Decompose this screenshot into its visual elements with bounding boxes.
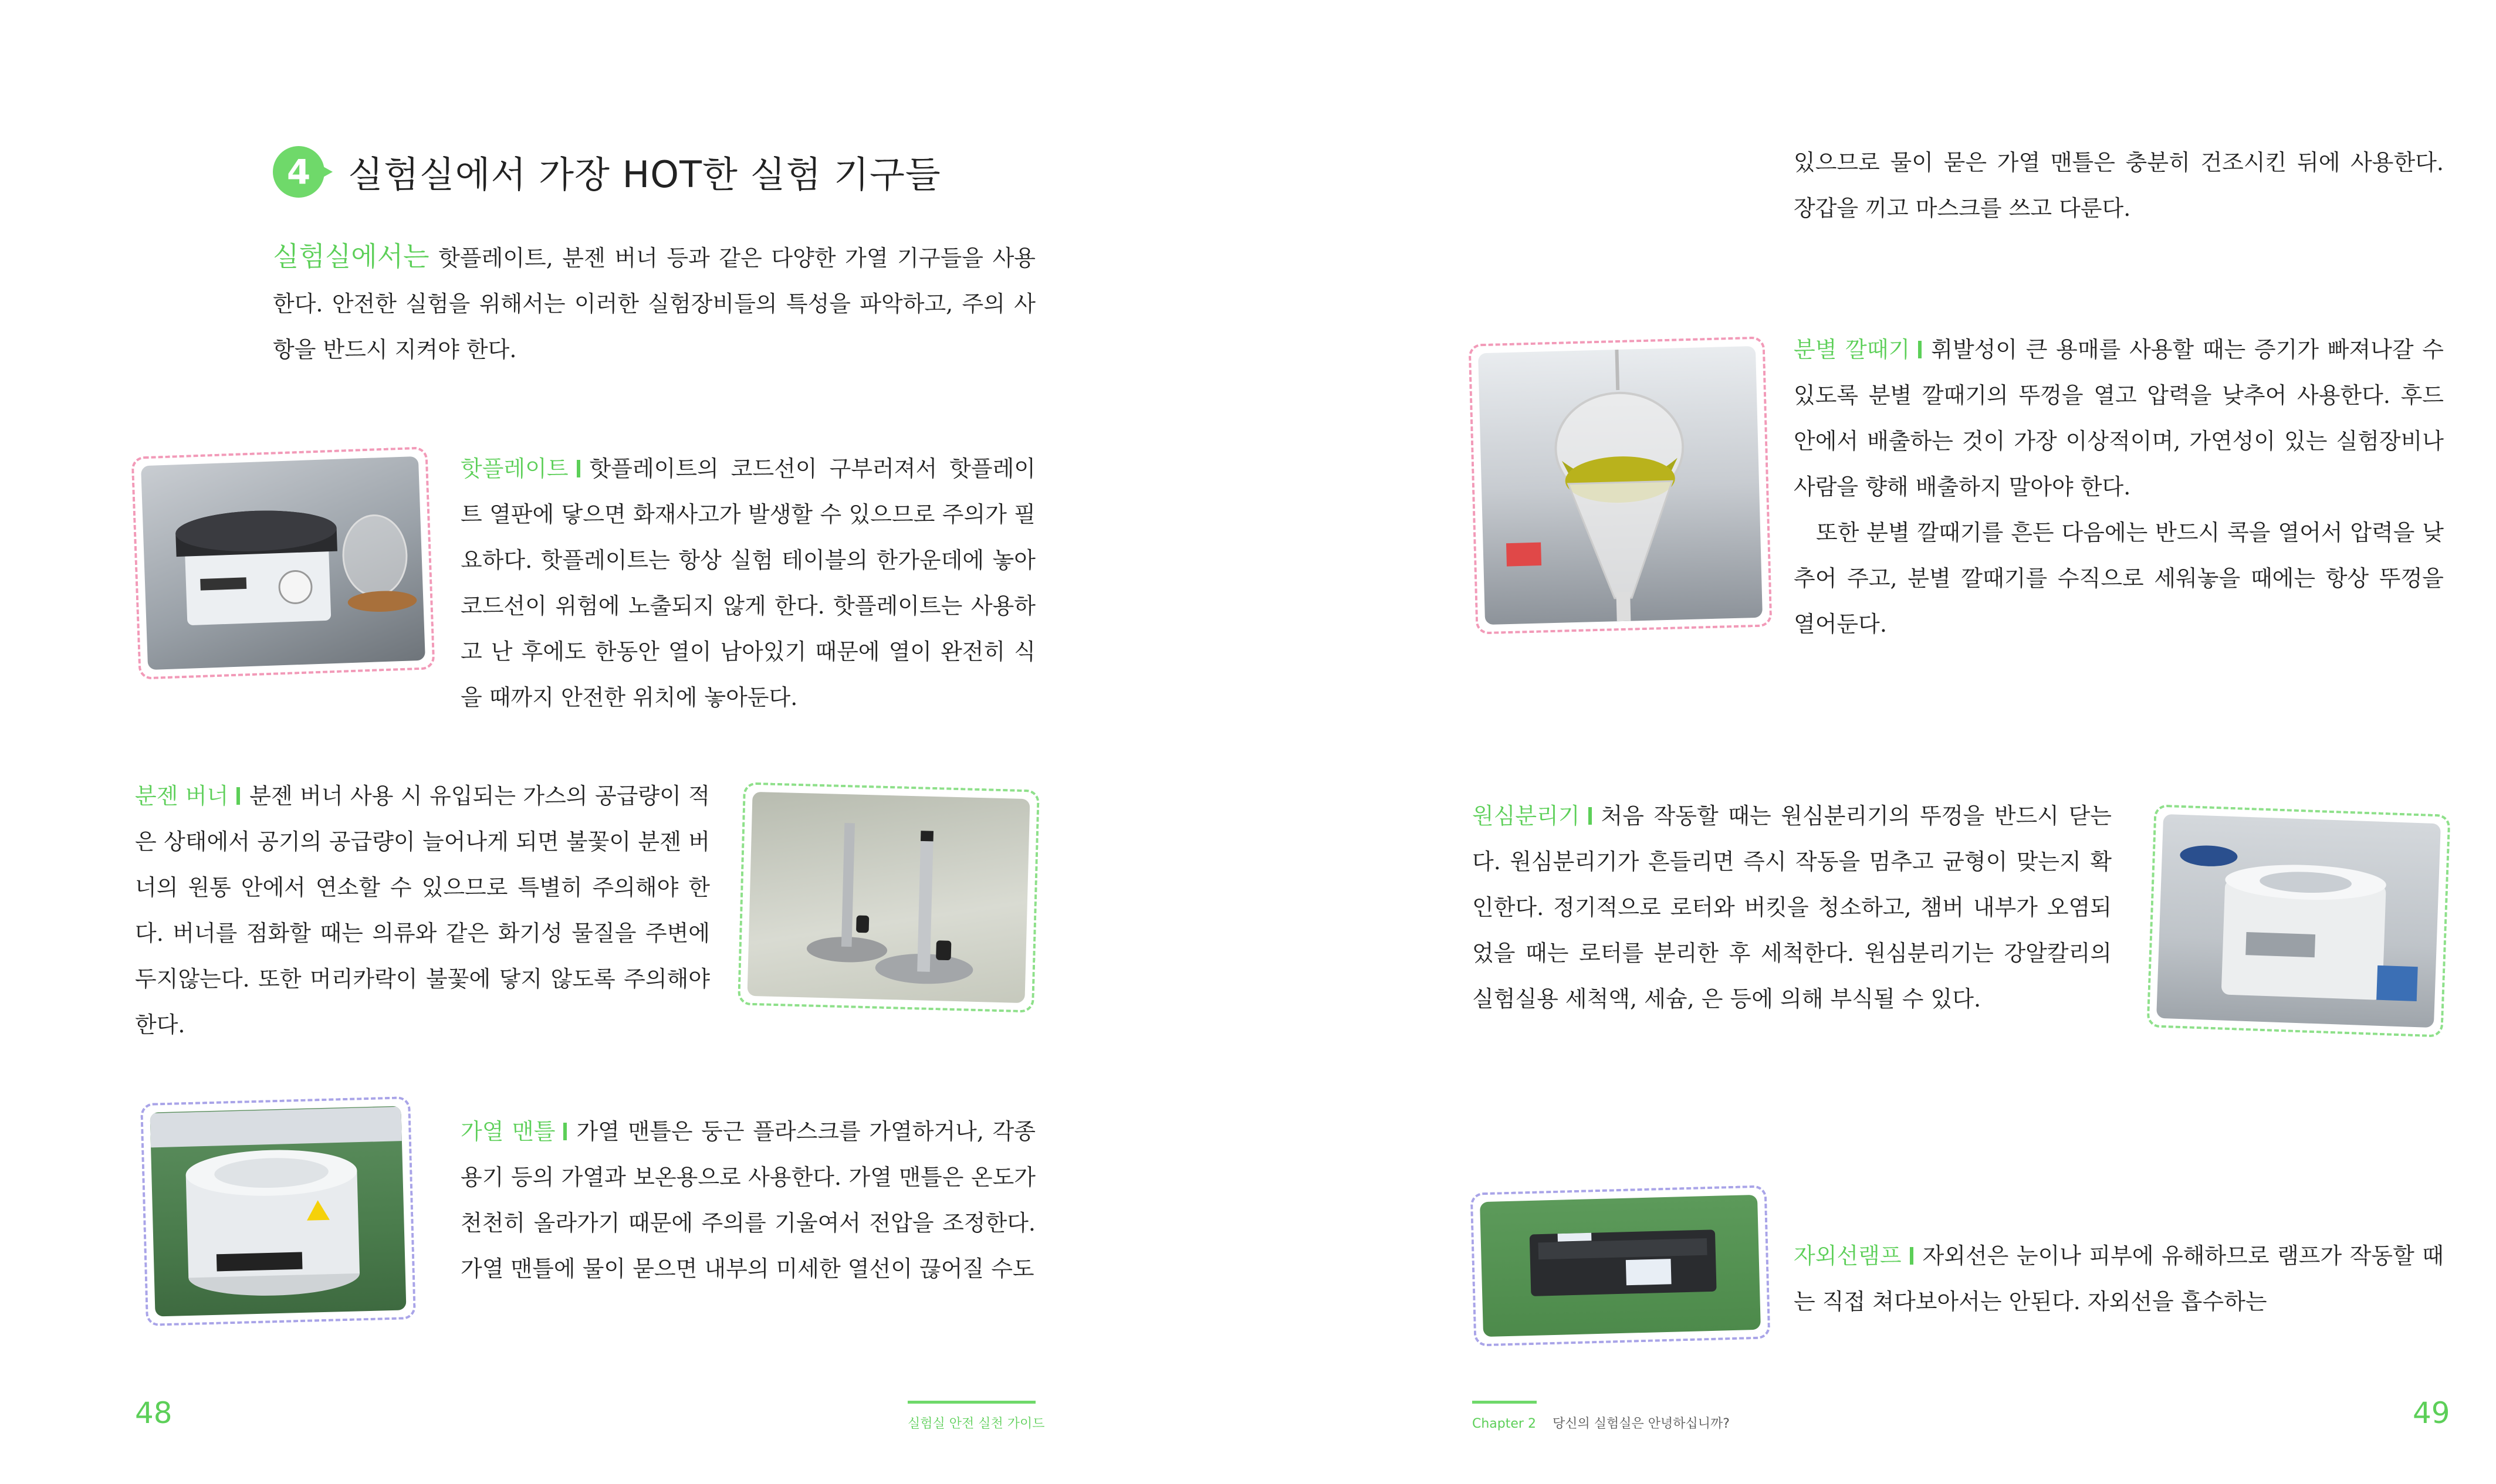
bunsen-text: 분젠 버너 사용 시 유입되는 가스의 공급량이 적은 상태에서 공기의 공급량이 늘어나게 되면 불꽃이 분젠 버너의 원통 안에서 연소할 수 있으므로 특별히 주의해야 한다. 버너를 점화할 때는 의류와 같은 화기성 물질을 주변에 두지않는다. 또한 머리카락이 불꽃에 닿지 않도록 주의해야 한다. — [135, 783, 710, 1038]
hotplate-text: 핫플레이트의 코드선이 구부러져서 핫플레이트 열판에 닿으면 화재사고가 발생할 수 있으므로 주의가 필요하다. 핫플레이트는 항상 실험 테이블의 한가운데에 놓아 코드선이 위험에 노출되지 않게 한다. 핫플레이트는 사용하고 난 후에도 한동안 열이 남아있기 때문에 열이 완전히 식을 때까지 안전한 위치에 놓아둔다. — [461, 456, 1036, 710]
funnel-label: 분별 깔때기 — [1794, 337, 1910, 362]
footer-rule-right — [1472, 1401, 1537, 1404]
section-title — [273, 145, 941, 198]
chapter-label: Chapter 2 — [1472, 1417, 1536, 1431]
page-number-right: 49 — [2413, 1396, 2450, 1430]
separatory-funnel-photo — [1469, 336, 1773, 634]
running-title-left: 실험실 안전 실천 가이드 — [908, 1417, 1045, 1431]
hotplate-illustration — [141, 456, 425, 670]
mantle-paragraph — [461, 1109, 1036, 1292]
centrifuge-paragraph — [1472, 793, 2112, 1022]
bunsen-paragraph — [135, 773, 710, 1048]
centrifuge-text: 처음 작동할 때는 원심분리기의 뚜껑을 반드시 닫는다. 원심분리기가 흔들리면 즉시 작동을 멈추고 균형이 맞는지 확인한다. 정기적으로 로터와 버킷을 청소하고, 챔버 내부가 오염되었을 때는 로터를 분리한 후 세척한다. 원심분리기는 강알칼리의 실험실용 세척액, 세슘, 은 등에 의해 부식될 수 있다. — [1472, 803, 2112, 1012]
bunsen-burner-photo — [738, 782, 1040, 1012]
label-divider — [1910, 1247, 1913, 1265]
heating-mantle-photo — [140, 1096, 416, 1326]
right-page — [1248, 0, 2496, 1484]
label-divider — [1588, 807, 1592, 825]
label-divider — [563, 1123, 567, 1140]
bunsen-illustration — [748, 792, 1030, 1003]
funnel-paragraph — [1794, 327, 2444, 510]
bunsen-label: 분젠 버너 — [135, 783, 229, 809]
hotplate-label: 핫플레이트 — [461, 456, 569, 482]
label-divider — [236, 787, 240, 805]
uv-lamp-photo — [1470, 1185, 1771, 1346]
uv-lamp-illustration — [1480, 1195, 1761, 1337]
running-title-right — [1472, 1414, 1730, 1432]
intro-paragraph — [273, 233, 1036, 372]
intro-lead-word: 실험실에서는 — [273, 240, 429, 272]
uv-lamp-paragraph — [1794, 1233, 2444, 1324]
footer-rule-left — [908, 1401, 1036, 1404]
mantle-label: 가열 맨틀 — [461, 1119, 556, 1144]
label-divider — [1918, 341, 1922, 358]
continued-paragraph: 있으므로 물이 묻은 가열 맨틀은 충분히 건조시킨 뒤에 사용한다. 장갑을 끼고 마스크를 쓰고 다룬다. — [1794, 150, 2444, 221]
section-heading: 실험실에서 가장 HOT한 실험 기구들 — [348, 153, 941, 196]
label-divider — [577, 460, 580, 477]
mantle-text: 가열 맨틀은 둥근 플라스크를 가열하거나, 각종 용기 등의 가열과 보온용으로 사용한다. 가열 맨틀은 온도가 천천히 올라가기 때문에 주의를 기울여서 전압을 조정한다. 가열 맨틀에 물이 묻으면 내부의 미세한 열선이 끊어질 수도 — [461, 1119, 1036, 1282]
intro-text: 핫플레이트, 분젠 버너 등과 같은 다양한 가열 기구들을 사용한다. 안전한 실험을 위해서는 이러한 실험장비들의 특성을 파악하고, 주의 사항을 반드시 지켜야 한다. — [273, 245, 1036, 362]
centrifuge-label: 원심분리기 — [1472, 803, 1580, 829]
funnel-text: 휘발성이 큰 용매를 사용할 때는 증기가 빠져나갈 수 있도록 분별 깔때기의 뚜껑을 열고 압력을 낮추어 사용한다. 후드 안에서 배출하는 것이 가장 이상적이며, 가연성이 있는 실험장비나 사람을 향해 배출하지 말아야 한다. — [1794, 337, 2444, 500]
uv-lamp-label: 자외선램프 — [1794, 1243, 1902, 1269]
funnel-illustration — [1478, 346, 1763, 625]
section-number-badge: 4 — [273, 146, 324, 198]
hotplate-paragraph — [461, 446, 1036, 720]
chapter-title: 당신의 실험실은 안녕하십니까? — [1552, 1417, 1730, 1431]
mantle-illustration — [150, 1106, 407, 1316]
funnel-paragraph-2: 또한 분별 깔때기를 흔든 다음에는 반드시 콕을 열어서 압력을 낮추어 주고, 분별 깔때기를 수직으로 세워놓을 때에는 항상 뚜껑을 열어둔다. — [1794, 520, 2444, 637]
centrifuge-illustration — [2156, 814, 2441, 1028]
hotplate-photo — [131, 446, 435, 679]
page-number-left: 48 — [135, 1396, 173, 1430]
uv-lamp-text: 자외선은 눈이나 피부에 유해하므로 램프가 작동할 때는 직접 쳐다보아서는 안된다. 자외선을 흡수하는 — [1794, 1243, 2444, 1314]
centrifuge-photo — [2147, 804, 2451, 1037]
